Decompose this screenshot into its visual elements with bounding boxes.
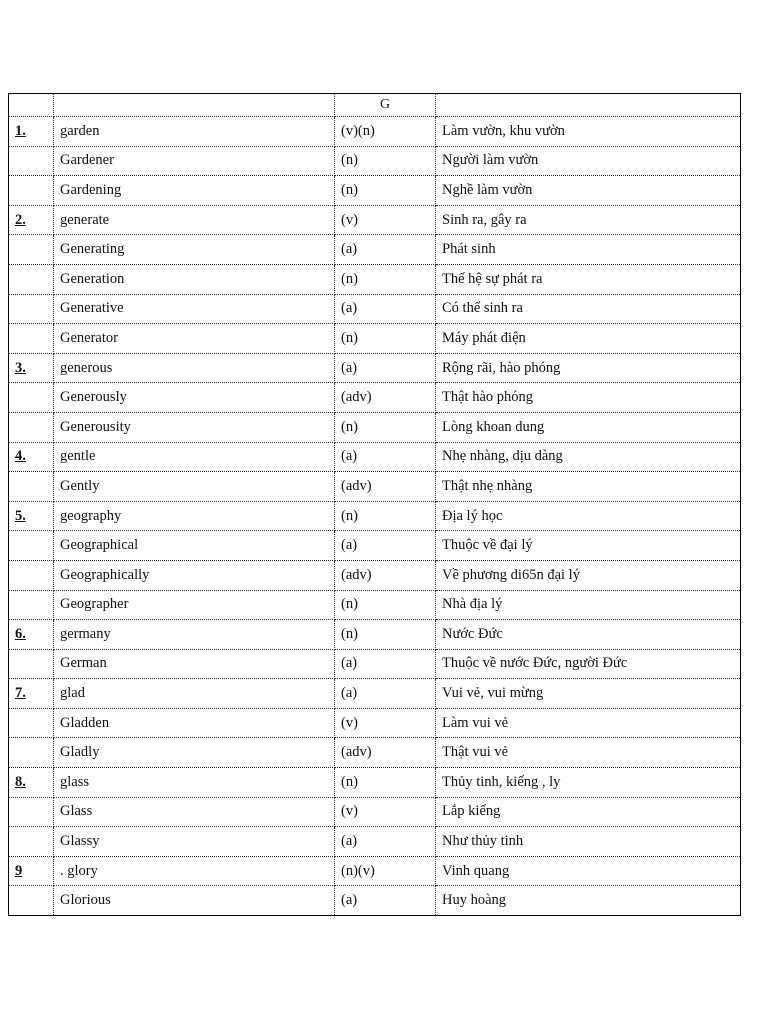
meaning-cell: Có thể sinh ra [436,294,741,324]
part-of-speech-cell: (a) [335,294,436,324]
part-of-speech-cell: (v)(n) [335,117,436,147]
table-row [9,620,741,650]
vocabulary-table [8,93,741,916]
entry-number: 4. [9,442,54,472]
meaning-cell: Thủy tinh, kiếng , ly [436,768,741,798]
meaning-cell: Vinh quang [436,856,741,886]
part-of-speech-cell: (n) [335,620,436,650]
part-of-speech-cell: (adv) [335,560,436,590]
table-row [9,827,741,857]
entry-number [9,886,54,916]
entry-number: 3. [9,353,54,383]
meaning-cell: Sinh ra, gây ra [436,205,741,235]
entry-number: 7. [9,679,54,709]
entry-number [9,738,54,768]
table-row [9,235,741,265]
table-row [9,294,741,324]
part-of-speech-cell: (a) [335,649,436,679]
entry-number [9,324,54,354]
word-cell: Geographer [54,590,335,620]
entry-number [9,383,54,413]
part-of-speech-cell: (n) [335,768,436,798]
entry-number: 8. [9,768,54,798]
meaning-cell: Rộng rãi, hào phóng [436,353,741,383]
part-of-speech-cell: (n) [335,176,436,206]
table-row [9,531,741,561]
part-of-speech-cell: (v) [335,205,436,235]
part-of-speech-cell: (a) [335,353,436,383]
meaning-cell: Như thủy tinh [436,827,741,857]
entry-number [9,176,54,206]
table-row [9,264,741,294]
part-of-speech-cell: (v) [335,797,436,827]
table-row [9,117,741,147]
meaning-cell: Máy phát điện [436,324,741,354]
table-row [9,324,741,354]
meaning-cell: Thế hệ sự phát ra [436,264,741,294]
part-of-speech-cell: (n) [335,412,436,442]
meaning-cell: Địa lý học [436,501,741,531]
part-of-speech-cell: (adv) [335,383,436,413]
meaning-cell: Vui vẻ, vui mừng [436,679,741,709]
word-cell: Geographically [54,560,335,590]
table-row [9,856,741,886]
header-word-cell [54,94,335,117]
table-row [9,679,741,709]
entry-number [9,708,54,738]
part-of-speech-cell: (a) [335,442,436,472]
entry-number [9,264,54,294]
table-row [9,472,741,502]
meaning-cell: Làm vui vẻ [436,708,741,738]
word-cell: Gardening [54,176,335,206]
word-cell: geography [54,501,335,531]
table-row [9,176,741,206]
entry-number: 2. [9,205,54,235]
table-row [9,797,741,827]
entry-number [9,294,54,324]
word-cell: garden [54,117,335,147]
header-meaning-cell [436,94,741,117]
entry-number [9,797,54,827]
meaning-cell: Về phương di65n đại lý [436,560,741,590]
table-row [9,886,741,916]
word-cell: Generating [54,235,335,265]
meaning-cell: Thuộc về đại lý [436,531,741,561]
table-row [9,412,741,442]
part-of-speech-cell: (a) [335,235,436,265]
meaning-cell: Thuộc về nước Đức, người Đức [436,649,741,679]
part-of-speech-cell: (a) [335,531,436,561]
table-row [9,383,741,413]
entry-number [9,472,54,502]
meaning-cell: Nhẹ nhàng, dịu dàng [436,442,741,472]
word-cell: Gladden [54,708,335,738]
part-of-speech-cell: (n) [335,501,436,531]
meaning-cell: Huy hoàng [436,886,741,916]
part-of-speech-cell: (adv) [335,472,436,502]
entry-number [9,235,54,265]
word-cell: gentle [54,442,335,472]
word-cell: Glassy [54,827,335,857]
table-row [9,442,741,472]
word-cell: Gladly [54,738,335,768]
part-of-speech-cell: (v) [335,708,436,738]
word-cell: glad [54,679,335,709]
part-of-speech-cell: (n)(v) [335,856,436,886]
word-cell: Generator [54,324,335,354]
table-row [9,501,741,531]
entry-number: 9 [9,856,54,886]
entry-number: 6. [9,620,54,650]
part-of-speech-cell: (a) [335,827,436,857]
entry-number: 5. [9,501,54,531]
table-row [9,708,741,738]
part-of-speech-cell: (a) [335,886,436,916]
vocabulary-table-body [9,94,741,916]
entry-number [9,827,54,857]
word-cell: Gently [54,472,335,502]
word-cell: Generative [54,294,335,324]
table-row [9,738,741,768]
table-row [9,205,741,235]
word-cell: . glory [54,856,335,886]
word-cell: Generation [54,264,335,294]
entry-number [9,649,54,679]
meaning-cell: Nghề làm vườn [436,176,741,206]
word-cell: Gardener [54,146,335,176]
part-of-speech-cell: (n) [335,146,436,176]
table-row [9,146,741,176]
meaning-cell: Phát sinh [436,235,741,265]
entry-number [9,560,54,590]
table-row [9,590,741,620]
word-cell: Glass [54,797,335,827]
word-cell: Generousity [54,412,335,442]
table-row [9,353,741,383]
meaning-cell: Nhà địa lý [436,590,741,620]
word-cell: germany [54,620,335,650]
meaning-cell: Làm vườn, khu vườn [436,117,741,147]
entry-number [9,531,54,561]
section-letter: G [335,94,436,117]
meaning-cell: Nước Đức [436,620,741,650]
meaning-cell: Lòng khoan dung [436,412,741,442]
entry-number [9,590,54,620]
header-num-cell [9,94,54,117]
meaning-cell: Thật hào phóng [436,383,741,413]
meaning-cell: Thật vui vẻ [436,738,741,768]
part-of-speech-cell: (a) [335,679,436,709]
table-header-row [9,94,741,117]
part-of-speech-cell: (n) [335,590,436,620]
part-of-speech-cell: (adv) [335,738,436,768]
table-row [9,649,741,679]
entry-number: 1. [9,117,54,147]
table-row [9,560,741,590]
entry-number [9,146,54,176]
word-cell: Geographical [54,531,335,561]
table-row [9,768,741,798]
meaning-cell: Thật nhẹ nhàng [436,472,741,502]
word-cell: generate [54,205,335,235]
vocabulary-sheet [8,93,741,916]
word-cell: German [54,649,335,679]
word-cell: generous [54,353,335,383]
part-of-speech-cell: (n) [335,324,436,354]
word-cell: Generously [54,383,335,413]
word-cell: glass [54,768,335,798]
meaning-cell: Người làm vườn [436,146,741,176]
entry-number [9,412,54,442]
word-cell: Glorious [54,886,335,916]
part-of-speech-cell: (n) [335,264,436,294]
meaning-cell: Lắp kiếng [436,797,741,827]
